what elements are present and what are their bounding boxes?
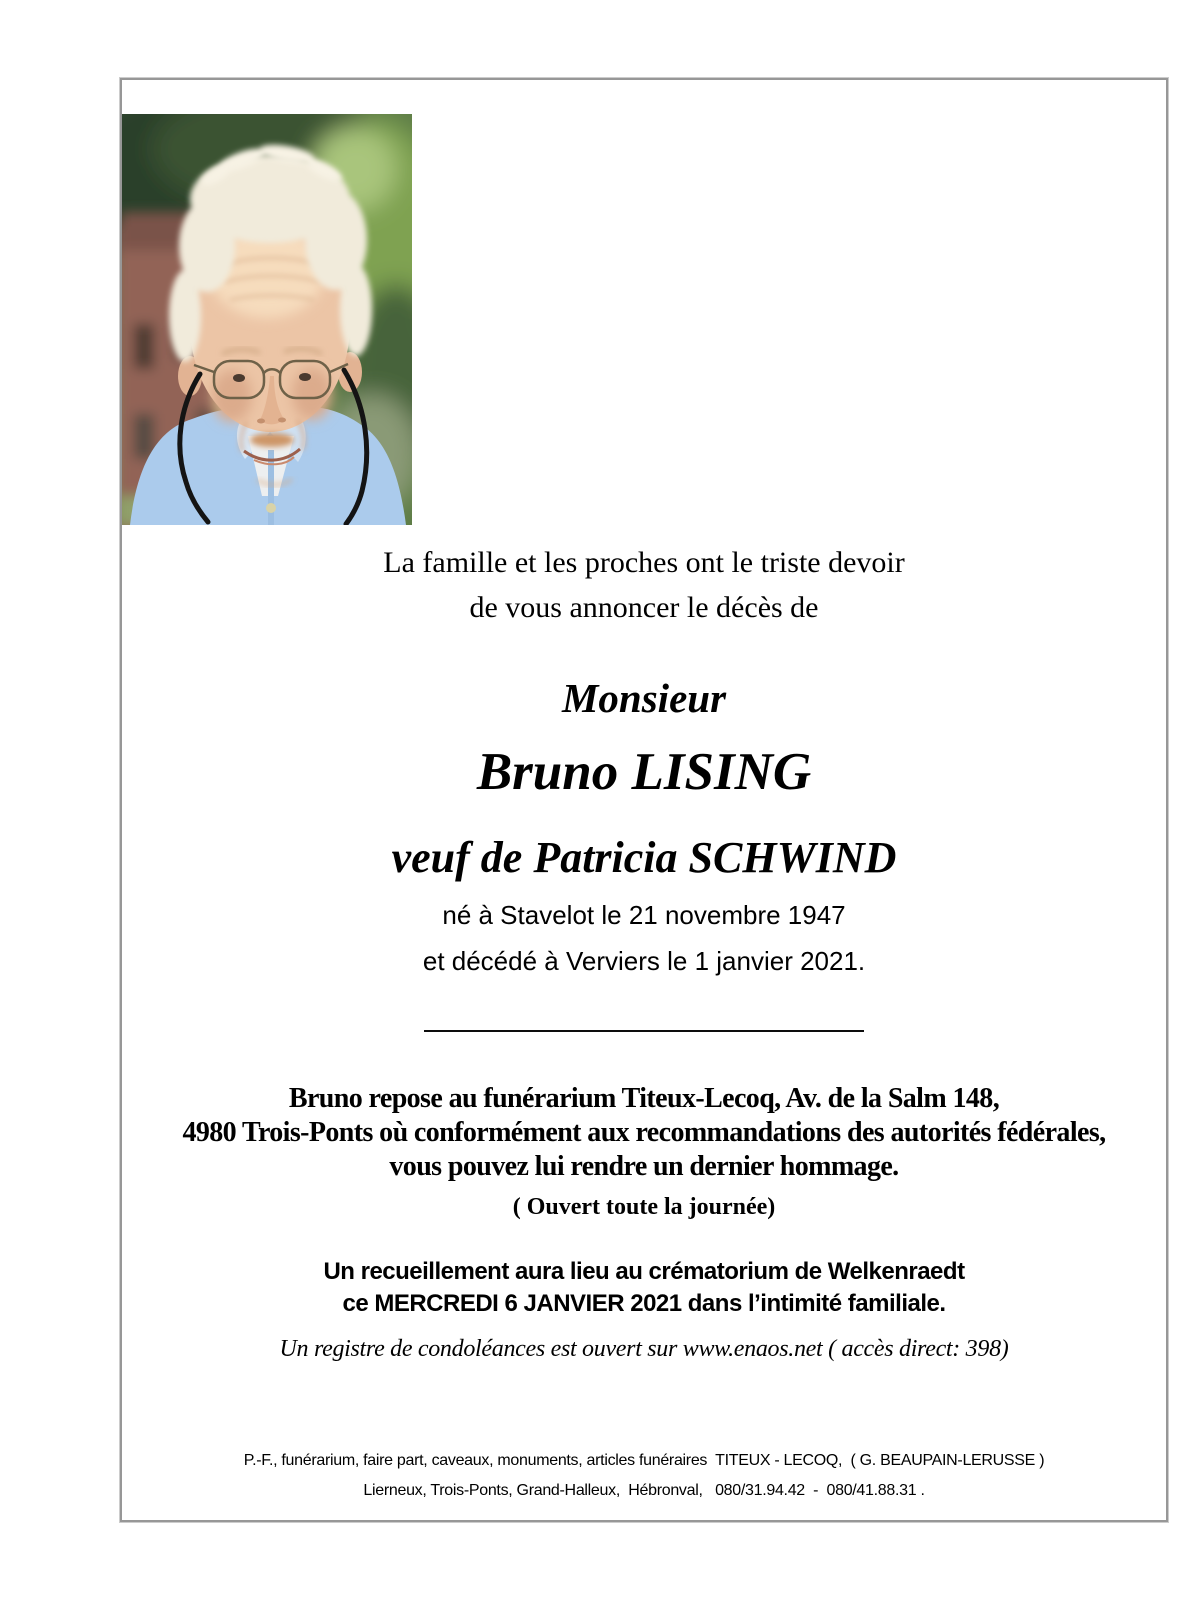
portrait-illustration [122, 114, 412, 525]
intro-line-1: La famille et les proches ont le triste devoir [383, 546, 905, 579]
deceased-title: Monsieur [561, 675, 727, 721]
ceremony-line-1: Un recueillement aura lieu au crématorium de Welkenraedt [323, 1258, 965, 1285]
deceased-name: Bruno LISING [476, 743, 812, 801]
birth-line: né à Stavelot le 21 novembre 1947 [442, 900, 846, 930]
repose-line-2: 4980 Trois-Ponts où conformément aux recommandations des autorités fédérales, [182, 1117, 1106, 1148]
repose-text [122, 1082, 1166, 1184]
footer-line-1: P.-F., funérarium, faire part, caveaux, monuments, articles funéraires TITEUX - LECOQ, ( G. BEAUPAIN-LERUSSE ) [243, 1452, 1045, 1469]
death-line: et décédé à Verviers le 1 janvier 2021. [422, 946, 866, 976]
portrait-photo [122, 114, 412, 525]
opening-hours: ( Ouvert toute la journée) [512, 1194, 776, 1220]
repose-line-3: vous pouvez lui rendre un dernier hommage. [389, 1151, 899, 1182]
footer-line-2: Lierneux, Trois-Ponts, Grand-Halleux, Hébronval, 080/31.94.42 - 080/41.88.31 . [363, 1482, 925, 1499]
border-frame [120, 78, 1168, 1522]
intro-text [122, 540, 1166, 630]
condolence-register-text: Un registre de condoléances est ouvert sur www.enaos.net ( accès direct: 398) [279, 1336, 1009, 1362]
ceremony-line-2: ce MERCREDI 6 JANVIER 2021 dans l’intimité familiale. [342, 1290, 946, 1317]
intro-line-2: de vous annoncer le décès de [469, 591, 819, 624]
funeral-home-footer [122, 1446, 1166, 1506]
ceremony-text [122, 1256, 1166, 1320]
separator-line [424, 1030, 864, 1032]
repose-line-1: Bruno repose au funérarium Titeux-Lecoq, Av. de la Salm 148, [288, 1083, 1000, 1114]
deceased-relation: veuf de Patricia SCHWIND [391, 833, 897, 882]
